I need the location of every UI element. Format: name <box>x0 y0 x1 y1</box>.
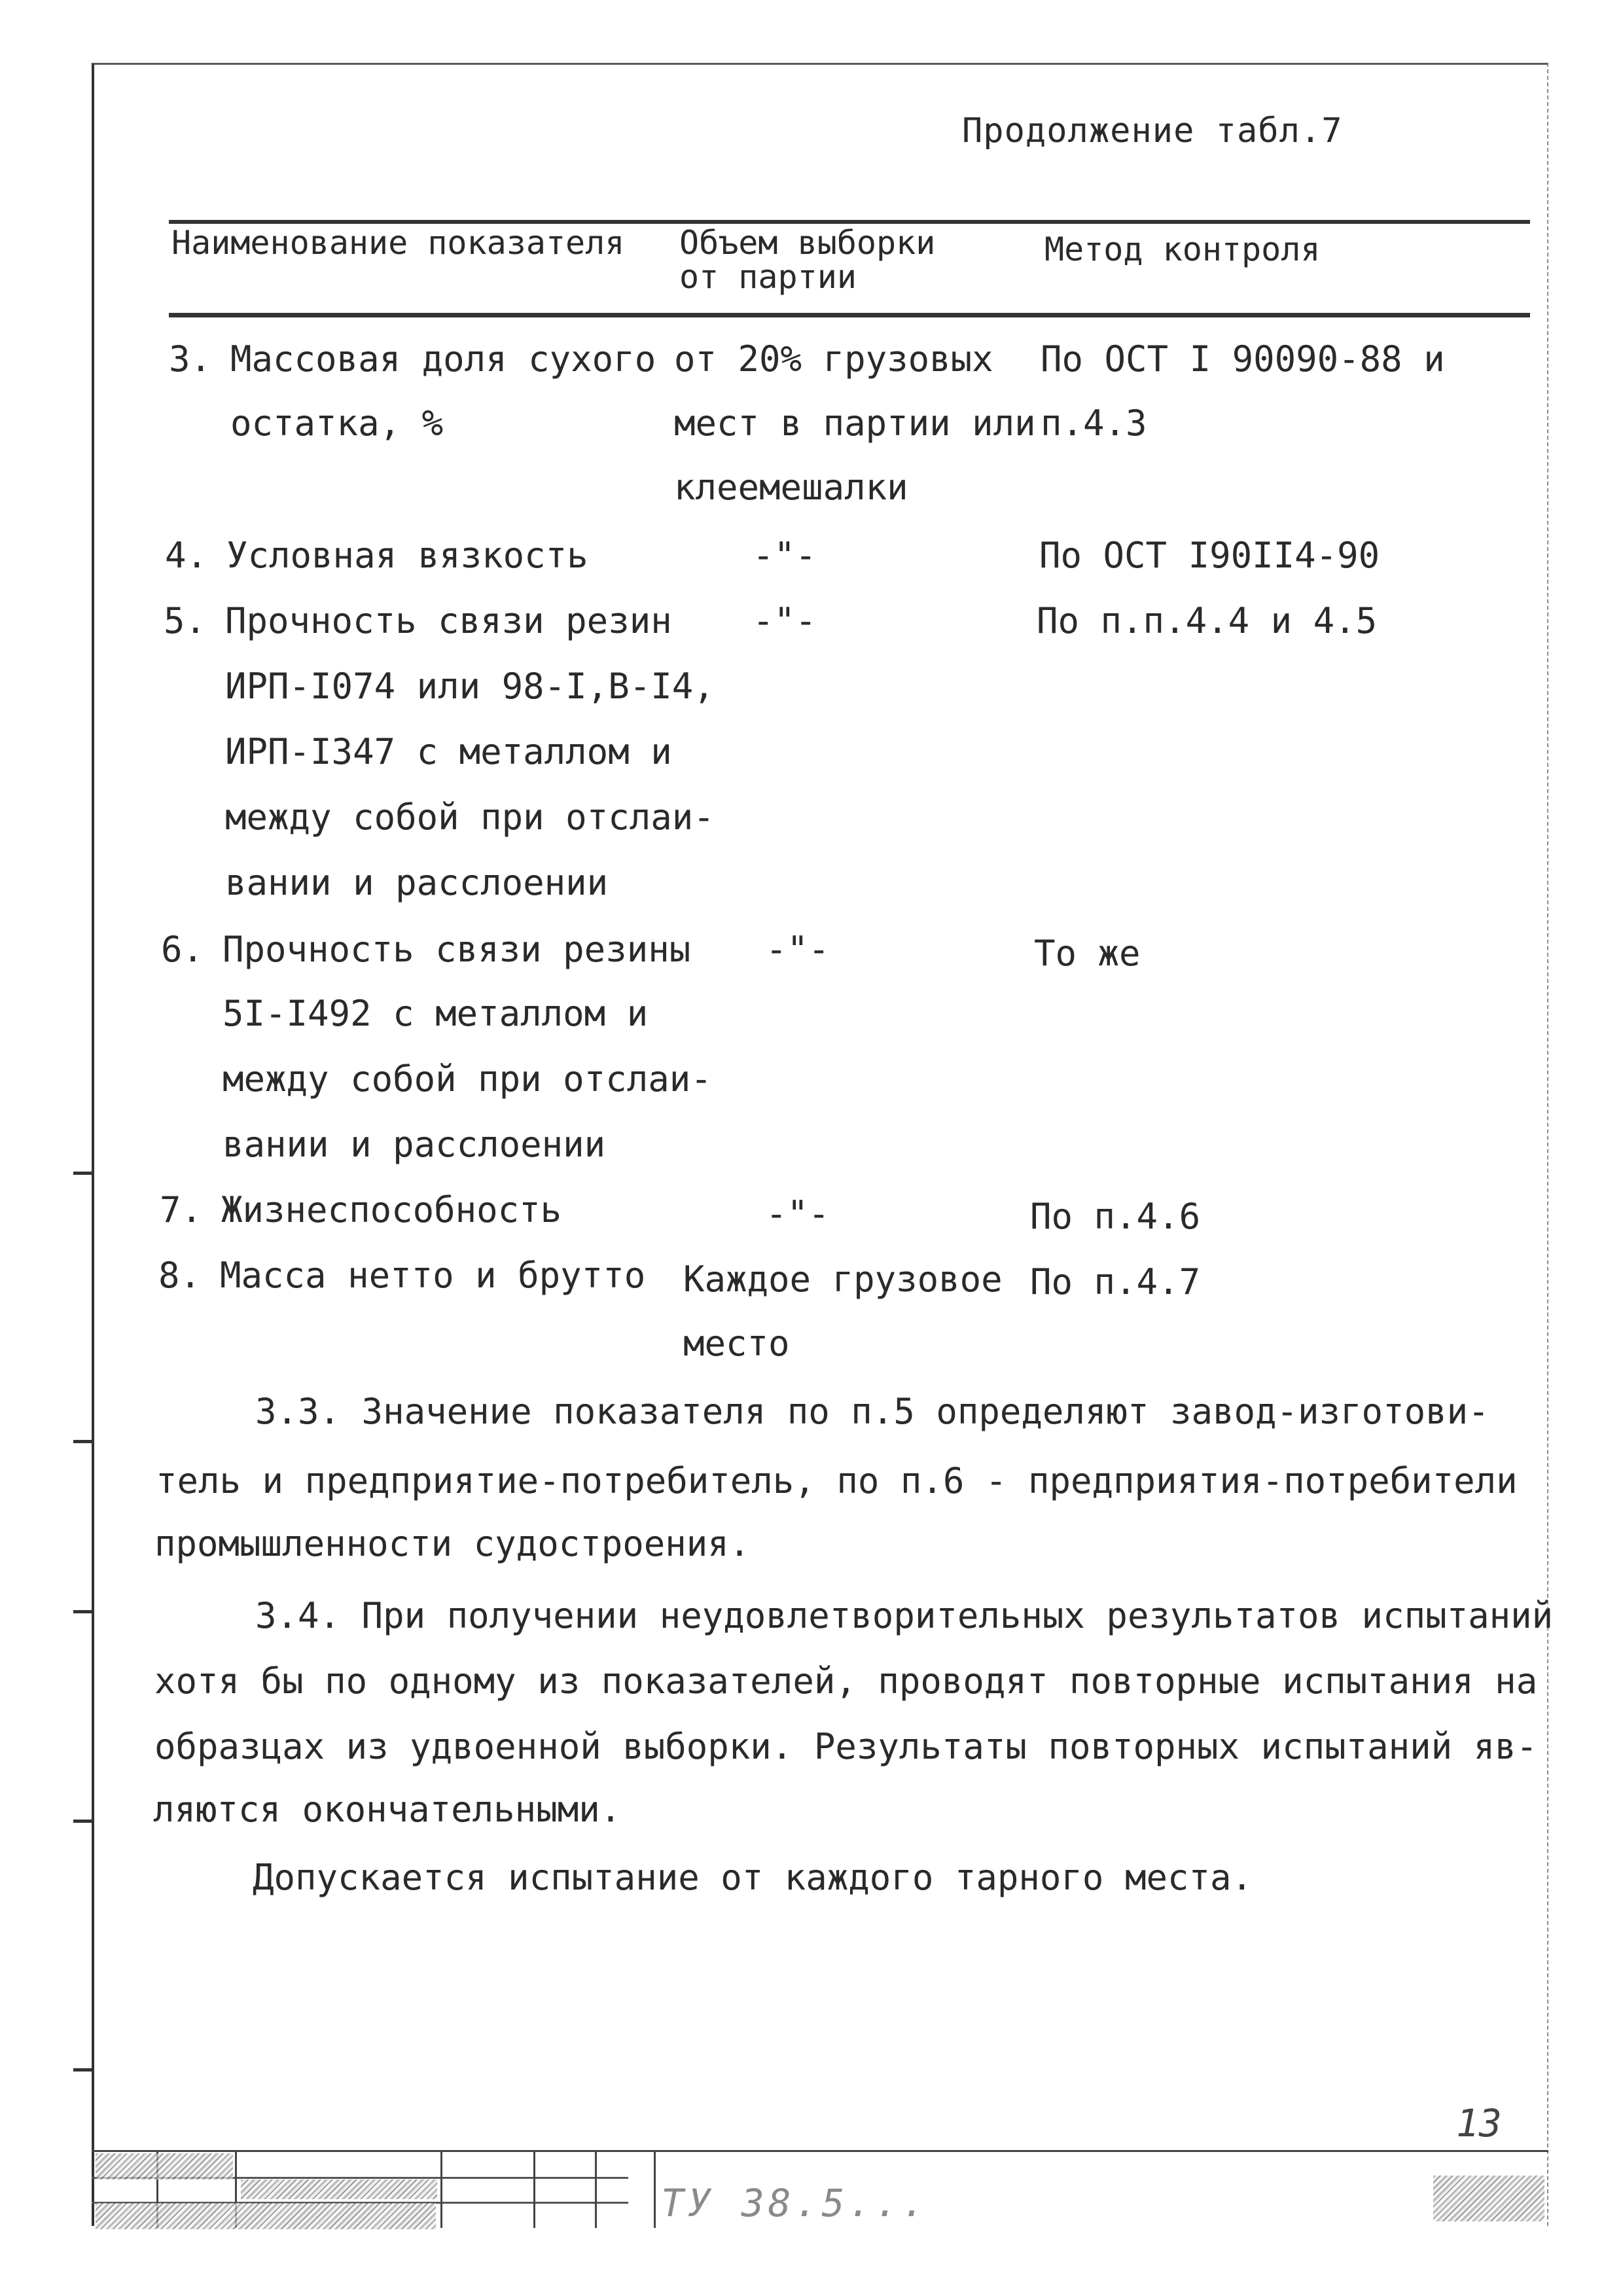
row-4-method: По ОСТ I90II4-90 <box>1039 535 1380 576</box>
header-method: Метод контроля <box>1044 230 1321 268</box>
table-caption: Продолжение табл.7 <box>962 111 1343 151</box>
row-8-method: По п.4.7 <box>1030 1261 1201 1302</box>
paragraph-3-3-line: 3.3. Значение показателя по п.5 определяют завод-изготови- <box>255 1391 1489 1432</box>
title-block-smudge <box>1433 2176 1544 2221</box>
row-5-number: 5. <box>164 600 207 641</box>
row-3-name-line: остатка, % <box>230 403 444 444</box>
margin-tick <box>73 2068 93 2072</box>
row-5-method: По п.п.4.4 и 4.5 <box>1037 600 1378 641</box>
row-3-name-line: Массовая доля сухого <box>230 338 656 380</box>
row-4-name-line: Условная вязкость <box>226 535 588 576</box>
title-block-smudge <box>241 2179 437 2199</box>
row-8-volume-line: место <box>683 1323 790 1364</box>
row-8-volume-line: Каждое грузовое <box>683 1259 1003 1300</box>
paragraph-3-4-line: 3.4. При получении неудовлетворительных результатов испытаний <box>255 1595 1554 1636</box>
row-6-name-line: Прочность связи резины <box>223 929 691 970</box>
row-5-name-line: Прочность связи резин <box>225 600 672 641</box>
paragraph-3-4-line: образцах из удвоенной выборки. Результаты повторных испытаний яв- <box>154 1726 1538 1767</box>
paragraph-3-3-line: промышленности судостроения. <box>154 1523 751 1564</box>
table-header-rule <box>169 313 1530 317</box>
row-8-name-line: Масса нетто и брутто <box>220 1255 646 1296</box>
paragraph-3-4-line: ляются окончательными. <box>153 1789 622 1830</box>
header-volume: Объем выборки <box>679 224 936 262</box>
row-3-volume-line: мест в партии или <box>674 403 1036 444</box>
margin-tick <box>73 1440 93 1443</box>
row-3-number: 3. <box>169 338 212 380</box>
row-5-name-line: вании и расслоении <box>225 862 609 903</box>
header-volume-sub: от партии <box>679 258 857 296</box>
row-3-method-line: По ОСТ I 90090-88 и <box>1041 338 1445 380</box>
row-7-number: 7. <box>160 1189 203 1230</box>
row-6-name-line: 5I-I492 с металлом и <box>223 993 649 1034</box>
row-7-method: По п.4.6 <box>1030 1196 1201 1237</box>
title-block-smudge <box>96 2203 436 2229</box>
paragraph-allowed: Допускается испытание от каждого тарного места. <box>253 1857 1253 1898</box>
row-4-number: 4. <box>165 535 208 576</box>
margin-tick <box>73 1610 93 1613</box>
row-3-method-line: п.4.3 <box>1041 403 1147 444</box>
paragraph-3-3-line: тель и предприятие-потребитель, по п.6 - предприятия-потребители <box>156 1460 1518 1501</box>
page-number: 13 <box>1456 2101 1502 2145</box>
title-block-smudge <box>96 2153 233 2179</box>
margin-tick <box>73 1172 93 1175</box>
row-6-name-line: вании и расслоении <box>223 1124 606 1165</box>
document-code: ТУ 38.5... <box>661 2181 929 2225</box>
row-6-number: 6. <box>161 929 204 970</box>
paragraph-3-4-line: хотя бы по одному из показателей, проводят повторные испытания на <box>154 1660 1538 1702</box>
row-5-name-line: ИРП-I347 с металлом и <box>225 731 672 772</box>
row-5-name-line: ИРП-I074 или 98-I,В-I4, <box>225 666 715 707</box>
row-6-volume: -"- <box>766 929 830 970</box>
row-3-volume-line: от 20% грузовых <box>674 338 993 380</box>
row-7-name-line: Жизнеспособность <box>221 1189 562 1230</box>
row-6-method: То же <box>1034 933 1141 974</box>
row-3-volume-line: клеемешалки <box>674 467 908 508</box>
row-6-name-line: между собой при отслаи- <box>223 1058 712 1100</box>
row-4-volume: -"- <box>753 535 817 576</box>
header-name: Наименование показателя <box>171 224 625 262</box>
row-5-volume: -"- <box>753 600 817 641</box>
row-8-number: 8. <box>158 1255 202 1296</box>
row-5-name-line: между собой при отслаи- <box>225 797 715 838</box>
margin-tick <box>73 1820 93 1823</box>
row-7-volume: -"- <box>766 1193 830 1234</box>
